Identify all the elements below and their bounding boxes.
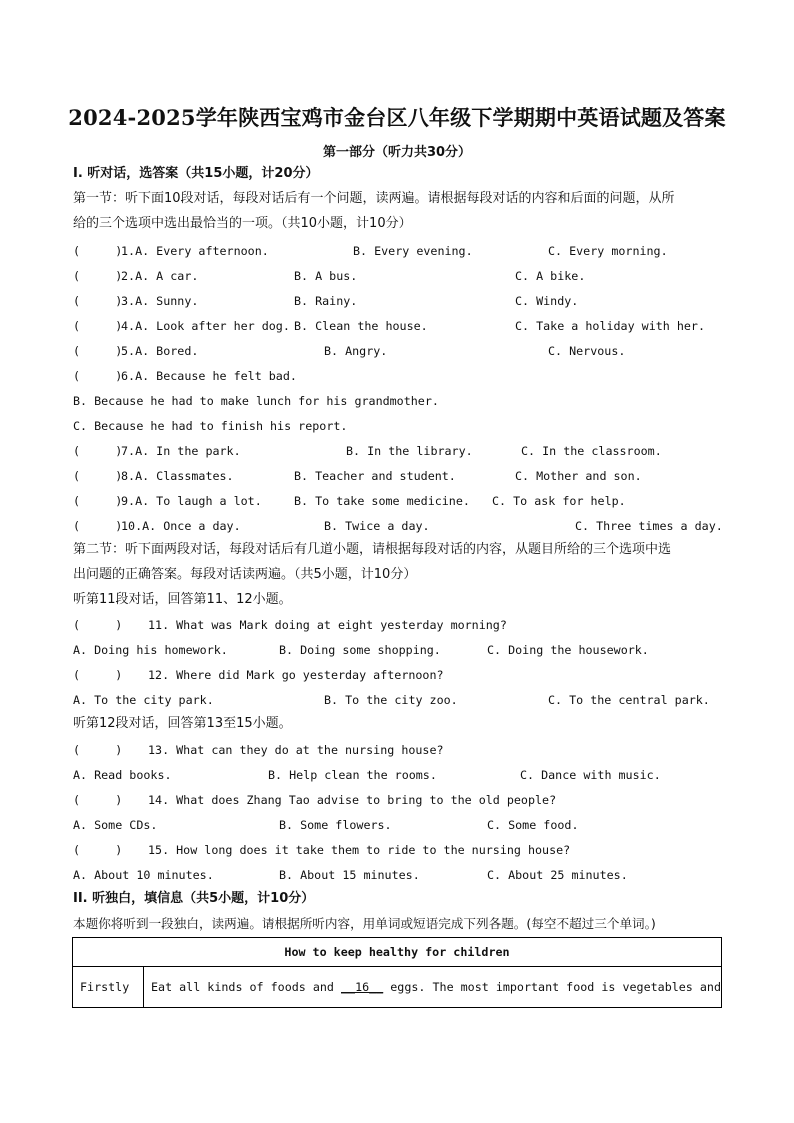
question-stem: 15. How long does it take them to ride to the nursing house? bbox=[148, 843, 571, 857]
section-heading-2: II. 听独白，填信息（共5小题，计10分） bbox=[73, 891, 315, 906]
option-b: B. About 15 minutes. bbox=[279, 868, 420, 882]
option-a: 10.A. Once a day. bbox=[121, 519, 241, 533]
option-c: C. To ask for help. bbox=[492, 494, 626, 508]
option-a: 1.A. Every afternoon. bbox=[121, 244, 269, 258]
answer-blank[interactable]: ( ) bbox=[73, 444, 123, 458]
option-b: B. Rainy. bbox=[294, 294, 358, 308]
option-b: B. Teacher and student. bbox=[294, 469, 456, 483]
section-heading-1: I. 听对话，选答案（共15小题，计20分） bbox=[73, 166, 319, 181]
table-header: How to keep healthy for children bbox=[73, 938, 722, 967]
option-b: B. Twice a day. bbox=[324, 519, 430, 533]
row-text-post: eggs. The most important food is vegetables and bbox=[383, 980, 721, 994]
part-subtitle: 第一部分（听力共30分） bbox=[322, 145, 472, 160]
answer-blank[interactable]: ( ) bbox=[73, 294, 123, 308]
option-c: C. About 25 minutes. bbox=[487, 868, 628, 882]
conversation-11-note: 听第11段对话，回答第11、12小题。 bbox=[73, 592, 292, 607]
option-c: C. Mother and son. bbox=[515, 469, 642, 483]
option-c: C. Because he had to finish his report. bbox=[73, 419, 348, 433]
option-b: B. Help clean the rooms. bbox=[268, 768, 437, 782]
conversation-12-note: 听第12段对话，回答第13至15小题。 bbox=[73, 716, 292, 731]
answer-blank[interactable]: ( ) bbox=[73, 793, 123, 807]
option-a: A. Some CDs. bbox=[73, 818, 158, 832]
answer-blank[interactable]: ( ) bbox=[73, 269, 123, 283]
option-a: 2.A. A car. bbox=[121, 269, 199, 283]
option-b: B. Angry. bbox=[324, 344, 388, 358]
option-a: A. To the city park. bbox=[73, 693, 214, 707]
table-row bbox=[73, 967, 722, 1008]
section-ii-instruction: 本题你将听到一段独白，读两遍。请根据所听内容，用单词或短语完成下列各题。(每空不超过三个单词。) bbox=[73, 916, 656, 931]
section1-instruction-line2: 给的三个选项中选出最恰当的一项。（共10小题，计10分） bbox=[73, 216, 412, 231]
option-b: B. Some flowers. bbox=[279, 818, 392, 832]
option-a: 8.A. Classmates. bbox=[121, 469, 234, 483]
option-b: B. Clean the house. bbox=[294, 319, 428, 333]
option-a: 9.A. To laugh a lot. bbox=[121, 494, 262, 508]
answer-blank[interactable]: ( ) bbox=[73, 494, 123, 508]
answer-blank[interactable]: ( ) bbox=[73, 519, 123, 533]
option-c: C. Some food. bbox=[487, 818, 579, 832]
option-b: B. In the library. bbox=[346, 444, 473, 458]
option-a: 3.A. Sunny. bbox=[121, 294, 199, 308]
option-a: 5.A. Bored. bbox=[121, 344, 199, 358]
option-b: B. To take some medicine. bbox=[294, 494, 470, 508]
answer-blank[interactable]: ( ) bbox=[73, 618, 123, 632]
row-label: Firstly bbox=[73, 967, 144, 1008]
question-stem: 11. What was Mark doing at eight yesterday morning? bbox=[148, 618, 507, 632]
option-a: A. About 10 minutes. bbox=[73, 868, 214, 882]
option-c: C. Doing the housework. bbox=[487, 643, 649, 657]
info-table bbox=[72, 937, 722, 1008]
answer-blank[interactable]: ( ) bbox=[73, 244, 123, 258]
option-b: B. Every evening. bbox=[353, 244, 473, 258]
option-b: B. To the city zoo. bbox=[324, 693, 458, 707]
option-a: 4.A. Look after her dog. bbox=[121, 319, 290, 333]
option-c: C. Three times a day. bbox=[575, 519, 723, 533]
page-title: 2024-2025学年陕西宝鸡市金台区八年级下学期期中英语试题及答案 bbox=[68, 105, 726, 130]
answer-blank[interactable]: ( ) bbox=[73, 469, 123, 483]
option-a: 6.A. Because he felt bad. bbox=[121, 369, 297, 383]
option-a: A. Read books. bbox=[73, 768, 172, 782]
row-content bbox=[144, 967, 722, 1008]
option-c: C. Nervous. bbox=[548, 344, 626, 358]
question-stem: 12. Where did Mark go yesterday afternoon? bbox=[148, 668, 444, 682]
question-stem: 13. What can they do at the nursing house? bbox=[148, 743, 444, 757]
option-c: C. Every morning. bbox=[548, 244, 668, 258]
option-b: B. Because he had to make lunch for his grandmother. bbox=[73, 394, 439, 408]
option-c: C. A bike. bbox=[515, 269, 586, 283]
question-stem: 14. What does Zhang Tao advise to bring to the old people? bbox=[148, 793, 557, 807]
option-c: C. Windy. bbox=[515, 294, 579, 308]
option-a: 7.A. In the park. bbox=[121, 444, 241, 458]
answer-blank[interactable]: ( ) bbox=[73, 843, 123, 857]
section2-instruction-line1: 第二节：听下面两段对话，每段对话后有几道小题，请根据每段对话的内容，从题目所给的三个选项中选 bbox=[73, 542, 672, 557]
blank-16[interactable]: __16__ bbox=[341, 980, 384, 994]
option-b: B. Doing some shopping. bbox=[279, 643, 441, 657]
option-c: C. Take a holiday with her. bbox=[515, 319, 705, 333]
option-a: A. Doing his homework. bbox=[73, 643, 228, 657]
answer-blank[interactable]: ( ) bbox=[73, 319, 123, 333]
section1-instruction-line1: 第一节：听下面10段对话，每段对话后有一个问题，读两遍。请根据每段对话的内容和后面的问题，从所 bbox=[73, 191, 675, 206]
option-c: C. In the classroom. bbox=[521, 444, 662, 458]
option-c: C. To the central park. bbox=[548, 693, 710, 707]
section2-instruction-line2: 出问题的正确答案。每段对话读两遍。（共5小题，计10分） bbox=[73, 567, 417, 582]
answer-blank[interactable]: ( ) bbox=[73, 344, 123, 358]
answer-blank[interactable]: ( ) bbox=[73, 743, 123, 757]
row-text-pre: Eat all kinds of foods and bbox=[151, 980, 341, 994]
answer-blank[interactable]: ( ) bbox=[73, 369, 123, 383]
option-b: B. A bus. bbox=[294, 269, 358, 283]
answer-blank[interactable]: ( ) bbox=[73, 668, 123, 682]
option-c: C. Dance with music. bbox=[520, 768, 661, 782]
